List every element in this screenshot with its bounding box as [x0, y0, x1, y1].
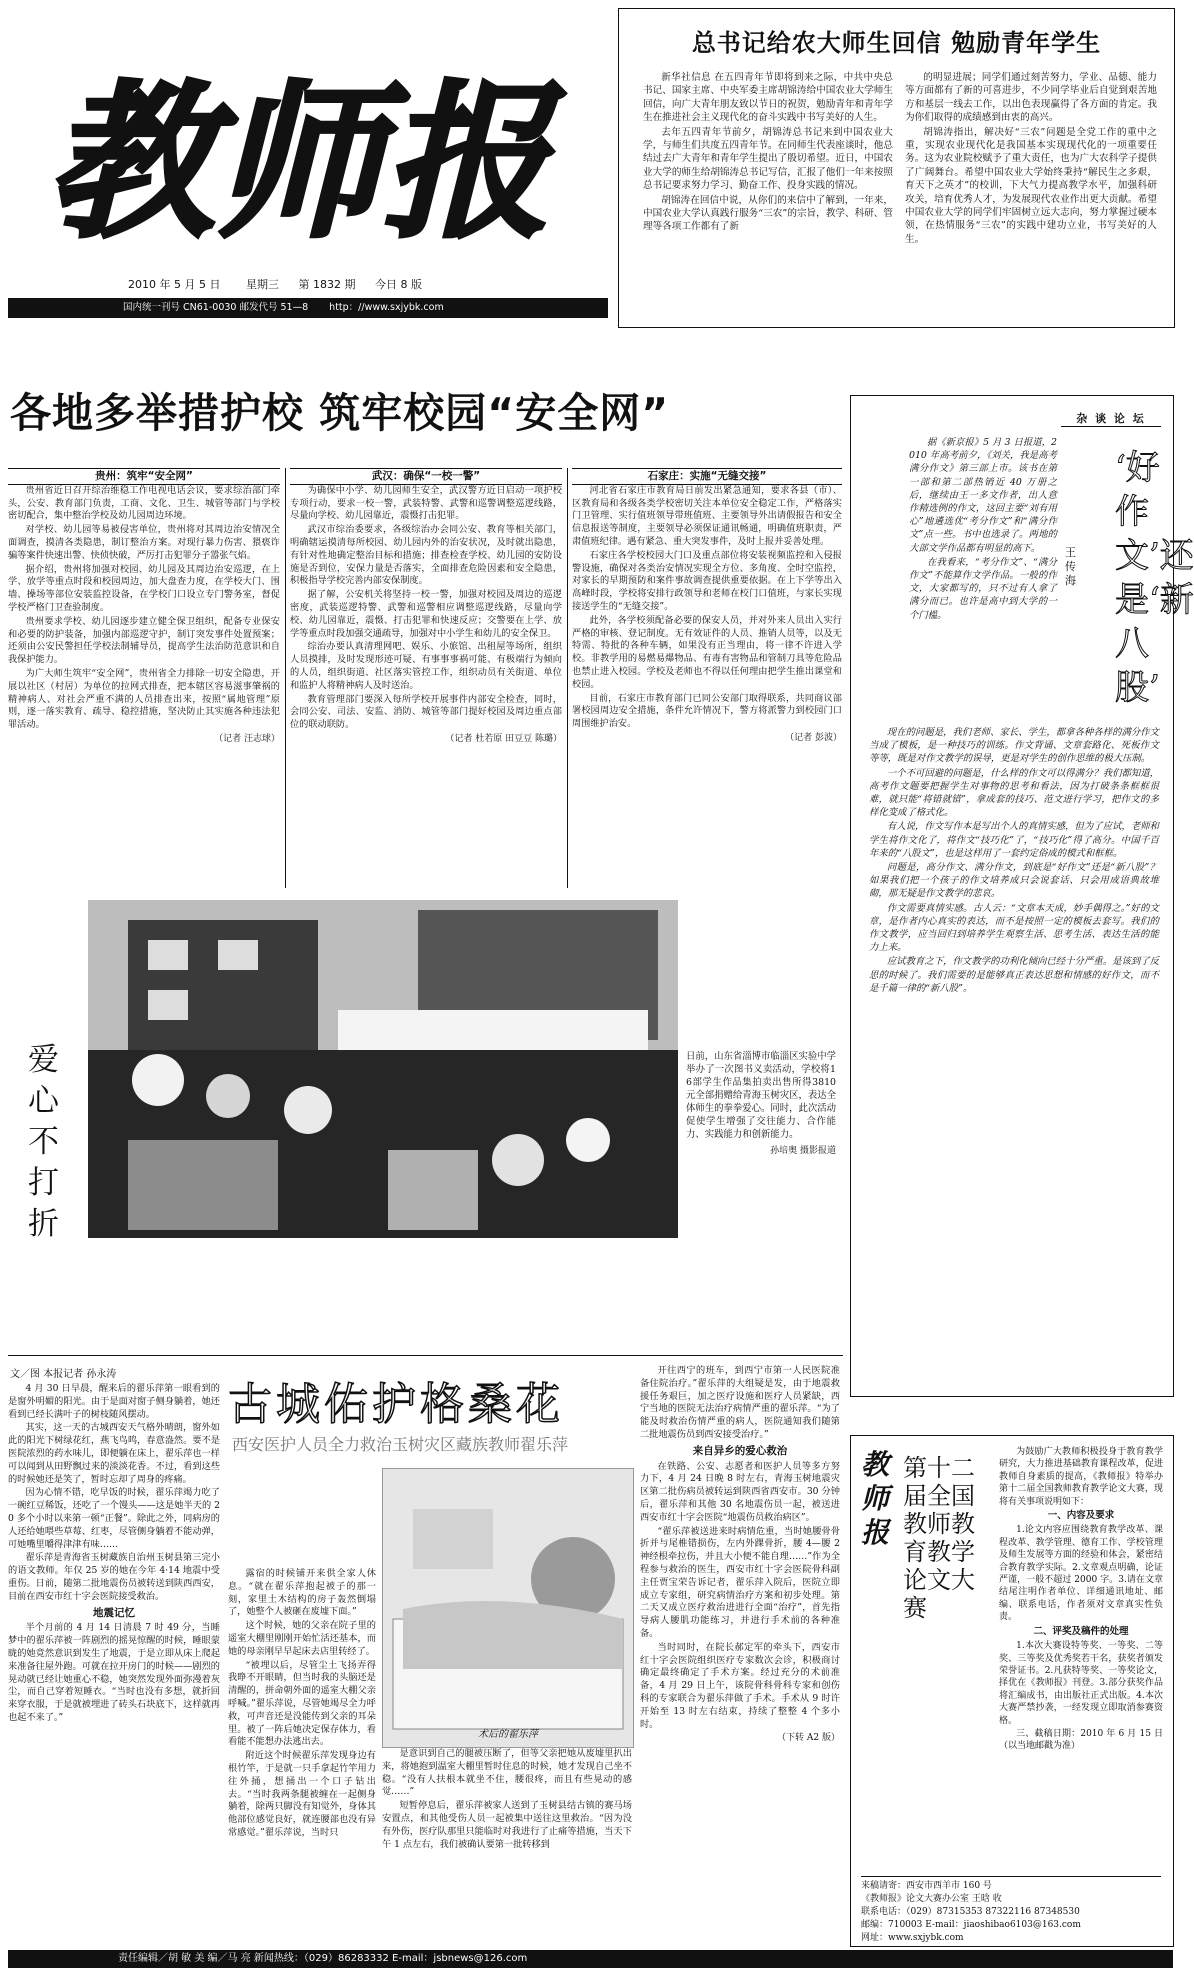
article-para: 对学校、幼儿园等易被侵害单位，贵州将对其周边治安情况全面调查，摸清各类隐患，制订整治方案。对现行暴力伤害、猥亵诈骗等案件快速出警、快侦快破，严厉打击犯罪分子嚣张气焰。: [8, 524, 280, 561]
contest-contact: [861, 1876, 1161, 1945]
article-para: “翟乐萍被送进来时病情危重，当时她腰骨骨折并与尾椎错损伤，左内外踝骨折，腰 4—腰 2 神经根牵拉伤，并且大小便不能自理……”作为全程参与救治的医生，西安市红十字会医院骨科副主任贾宝荣告诉记者，翟乐萍入院后，医院立即成立专家组，研究病情治疗方案和初步处理。第二天又成立医疗救治进进行全面“治疗”，首先指导病人腰肌功能练习，并进行手术前的各种准备。: [640, 1525, 840, 1639]
contest-box: [850, 1435, 1174, 1947]
essay-para: 现在的问题是，我们老师、家长、学生，都拿各种各样的满分作文当成了模板，是一种技巧的训练。作文背诵、文章套路化、死板作文等等，既是对作文教学的误导，更是对学生的创作思维的极大压制。: [869, 727, 1159, 765]
article-para: 石家庄各学校校园大门口及重点部位将安装视频监控和入侵报警设施，确保对各类治安情况实现全方位、多角度、全时空监控，对家长的早期预防和案件事故调查提供重要依据。在上下学等出入高峰时段，学校将安排行政领导和老师在校门口值班，与家长实现接送学生的“无缝交接”。: [572, 549, 842, 612]
article-credit: （记者 汪志球）: [214, 733, 280, 744]
photo-caption: 术后的翟乐萍: [478, 1729, 538, 1740]
oldcity-subhead: 来自异乡的爱心救治: [692, 1444, 788, 1457]
article-para: 此外，各学校须配备必要的保安人员，并对外来人员出入实行严格的审核、登记制度。无有效证件的人员、推销人员等，以及无特需、特批的各种车辆，如果没有正当理由，将一律不许进入学校。非教学用的易燃易爆物品、有毒有害物品和管制刀具等危险品也禁止进入校园。学校及老师也不得以任何理由把学生推出课堂和校园。: [572, 614, 842, 690]
article-title: 武汉：确保“一校一警”: [290, 468, 562, 485]
contest-section: 二、评奖及稿件的处理: [1033, 1625, 1129, 1637]
essay-para: 问题是，高分作文、满分作文，到底是“好作文”还是“新八股”？如果我们把一个孩子的作文培养成只会说套话、只会用成语典故堆砌，那无疑是作文教学的悲哀。: [869, 862, 1159, 900]
love-title: [28, 1040, 78, 1245]
article-para: 据介绍，贵州将加强对校园、幼儿园及其周边治安巡逻，在上学、放学等重点时段和校园周边，加大盘查力度，在学校大门、围墙、操场等部位安装监控设备，在学校门口设立专门警务室，督促学校严格门卫查验制度。: [8, 563, 280, 613]
article-para: 在铁路、公安、志愿者和医护人员等多方努力下，4 月 24 日晚 8 时左右，青海玉树地震灾区第二批伤病员被转运到陕西省西安市。30 分钟后，翟乐萍和其他 30 名地震伤员一起，被送进西安市红十字会医院“地震伤员救治病区”。: [640, 1460, 840, 1523]
photo-graphic: [88, 900, 678, 1238]
contest-brand: 教师报: [861, 1448, 890, 1549]
article-credit: （记者 杜若原 田豆豆 陈璐）: [445, 733, 562, 744]
oldcity-col-1: [8, 1383, 220, 1943]
lead-col-1: [643, 71, 893, 235]
website-url[interactable]: http：//www.sxjybk.com: [329, 302, 444, 313]
oldcity-col-3: [382, 1748, 632, 1938]
contest-title: 第十二届全国教师教育教学论文大赛: [903, 1454, 975, 1622]
contest-deadline: 三、截稿日期：2010 年 6 月 15 日（以当地邮戳为准）: [999, 1728, 1163, 1752]
section-divider: [8, 1355, 843, 1356]
registration-number: 国内统一刊号 CN61-0030 邮发代号 51—8: [123, 302, 309, 313]
contest-website[interactable]: 网址：www.sxjybk.com: [861, 1933, 964, 1943]
article-para: 开往西宁的班车，到西宁市第一人民医院准备住院治疗。”翟乐萍的大组疑是发，由于地震救援任务艰巨，加之医疗设施和医疗人员紧缺，西宁当地的医院无法治疗病情严重的翟乐萍。“为了能及时救治伤情严重的病人，医院通知我们随第二批地震伤员到西安接受治疗。”: [640, 1365, 840, 1440]
oldcity-photo: [382, 1468, 634, 1748]
essay-para: 有人说，作文写作本是写出个人的真情实感，但为了应试，老师和学生将作文化了，将作文“技巧化”了，“技巧化”得了高分。中国千百年来的“八股文”，也是这样用了一套约定俗成的模式和框框。: [869, 821, 1159, 859]
article-para: 半个月前的 4 月 14 日清晨 7 时 49 分，当睡梦中的翟乐萍被一阵剧烈的摇晃惊醒的时候，睡眼蒙眬的她竟然意识到发生了地震，于是立即从床上爬起来准备往屋外跑。可就在拉开房门的时候——剧烈的晃动就已经让她重心不稳，她突然发现外面弥漫着灰尘，而自己穿着短睡衣。“当时也没有多想，就折回来穿衣服，于是就被埋进了砖头石块底下，这样就再也起不来了。”: [8, 1622, 220, 1723]
lead-para: 去年五四青年节前夕，胡锦涛总书记来到中国农业大学，与师生们共度五四青年节。在同师生代表座谈时，他总结过去广大青年和青年学生提出了殷切希望。近日，中国农业大学的师生给胡锦涛总书记写信，汇报了他们一年来按照总书记要求努力学习、勤奋工作、投身实践的情况。: [643, 126, 893, 192]
contest-recipient: 《教师报》论文大赛办公室 王晗 收: [861, 1894, 1002, 1904]
article-guizhou: [8, 468, 280, 888]
article-para: 当时同时，在院长郝定军的牵头下，西安市红十字会医院组织医疗专家数次会诊，积极商讨确定最终确定了手术方案。经过充分的术前准备，4 月 29 日上午，该院骨科骨科专家和创伤科的专家联合为翟乐萍做了手术。手术从 9 时许开始至 13 时左右结束，持续了整整 4 个多小时。: [640, 1641, 840, 1730]
article-para: 是意识到自己的腿被压断了，但等父亲把她从废墟里扒出来，将她抱到温室大棚里暂时住息的时候，她才发现自己坐不稳。“没有人扶根本就坐不住，腰很疼，而且有些晃动的感觉……”: [382, 1748, 632, 1798]
issue-pages: 今日 8 版: [374, 278, 422, 291]
essay-title: ‘好作文’还是‘新八股’: [1115, 448, 1194, 708]
love-credit: 孙培奥 摄影报道: [770, 1146, 836, 1156]
oldcity-col-2: [228, 1568, 376, 1938]
column-divider: [567, 468, 568, 888]
safety-headline: 各地多举措护校 筑牢校园“安全网”: [10, 389, 670, 437]
issue-number: 第 1832 期: [298, 278, 356, 291]
photo-graphic: [383, 1469, 633, 1747]
article-para: 露宿的时候铺开来供全家人休息。“就在翟乐萍抱起被子的那一刻，家里土木结构的房子轰然倒塌了，她整个人被砸在废墟下面。”: [228, 1568, 376, 1618]
masthead-logo: [46, 33, 550, 261]
article-title: 贵州：筑牢“安全网”: [8, 468, 280, 485]
lead-para: 胡锦涛在回信中说，从你们的来信中了解到，一年来，中国农业大学认真践行服务“三农”的宗旨，教学、科研、管理等各项工作都有了新: [643, 194, 893, 233]
oldcity-byline: 文／图 本报记者 孙永涛: [10, 1369, 117, 1380]
article-wuhan: [290, 468, 562, 888]
article-para: 贵州省近日召开综治维稳工作电视电话会议，要求综治部门牵头，公安、教育部门负责，工商、文化、卫生、城管等部门与学校密切配合，集中整治学校及幼儿园周边环境。: [8, 484, 280, 522]
article-para: 综治办要认真清理网吧、娱乐、小旅馆、出租屋等场所，组织人员摸排，及时发现形迹可疑、有事事事祸可能、有极端行为倾向的人员，组织街道、社区落实管控工作，组织动员有关街道、单位和监护人将精神病人及时送治。: [290, 641, 562, 691]
issue-weekday: 星期三: [245, 278, 279, 291]
article-para: “被埋以后，尽管尘土飞扬弄得我睁不开眼睛，但当时我的头脑还是清醒的，拼命朝外面的遥室大棚父亲呼喊。”翟乐萍说，尽管她竭尽全力呼救，可声音还是没能传到父亲的耳朵里。被了一阵后她决定保存体力，看看能不能想办法逃出去。: [228, 1659, 376, 1748]
masthead: [8, 8, 613, 326]
article-para: 因为心情不错，吃早饭的时候，翟乐萍竭力吃了一碗红豆稀饭，还吃了一个馒头——这是她半天的 20 多个小时以来第一顿“正餐”。除此之外，同病房的人还给她喂些草莓、红枣，尽管侧身躺着不能动弹，可她嘴里嚼得津津有味……: [8, 1487, 220, 1550]
masthead-regbar: [8, 298, 608, 318]
contest-body: [999, 1446, 1163, 1754]
masthead-dateline: [128, 276, 598, 292]
column-divider: [285, 468, 286, 888]
contest-phone: 联系电话：（029）87315353 87322116 87348530: [861, 1907, 1080, 1917]
article-para: 这个时候，她的父亲在院子里的遥室大棚里刚刚开始忙活还基本，而她的母亲刚早早起床去店里转经了。: [228, 1620, 376, 1657]
oldcity-title: 古城佑护格桑花: [228, 1379, 564, 1430]
contest-address: 来稿请寄：西安市西羊市 160 号: [861, 1881, 992, 1891]
oldcity-jump: （下转 A2 版）: [777, 1733, 840, 1744]
article-para: 4 月 30 日早晨，醒来后的翟乐萍第一眼看到的是窗外明媚的阳光。由于是面对窗子侧身躺着，她还看到已经长满叶子的树枝随风摆动。: [8, 1383, 220, 1420]
issue-date: 2010 年 5 月 5 日: [128, 278, 221, 291]
essay-para: 一个不可回避的问题是，什么样的作文可以得满分？我们都知道，高考作文题要把握学生对事物的思考和看法，因为打破条条框框很难，就只能“将错就错”，拿成套的技巧、范文进行学习，把作文的多样化变成了格式化。: [869, 767, 1159, 819]
lead-col-2: [905, 71, 1157, 247]
love-caption-text: 日前，山东省淄博市临淄区实验中学举办了一次图书义卖活动，学校将16部学生作品集拍卖出售所得3810元全部捐赠给青海玉树灾区，表达全体师生的拳拳爱心。同时，此次活动促使学生增强了交往能力、合作能力、实践能力和创新能力。: [686, 1051, 837, 1140]
contest-text: 1.本次大赛设特等奖、一等奖、二等奖、三等奖及优秀奖若干名，获奖者颁发荣誉证书。2.凡获特等奖、一等奖论文，择优在《教师报》刊登。3.部分获奖作品将汇编成书，由出版社正式出版。4.本次大赛严禁抄袭，一经发现立即取消参赛资格。: [999, 1641, 1163, 1726]
article-para: 据了解，公安机关将坚持一校一警，加强对校园及周边的巡逻密度，武装巡逻特警、武警和巡警相应调整巡逻线路，尽量向学校、幼儿园靠近，震慑、打击犯罪和快速反应；交警要在上学、放学等重点时段加强交通疏导，加强对中小学生和幼儿的安全保卫。: [290, 589, 562, 639]
oldcity-subtitle: 西安医护人员全力救治玉树灾区藏族教师翟乐萍: [232, 1435, 569, 1454]
article-para: 翟乐萍是青海省玉树藏族自治州玉树县第三完小的语文教师。年仅 25 岁的她在今年 4·14 地震中受重伤。日前，随第二批地震伤员被转送到陕西西安，目前在西安市红十字会医院接受救治。: [8, 1552, 220, 1602]
footer-text: 责任编辑／胡 敏 美 编／马 亮 新闻热线：（029）86283332 E-mail：jsbnews@126.com: [118, 1953, 528, 1964]
article-para: 附近这个时候翟乐萍发现身边有根竹竿，于是就一只手拿起竹竿用力往外捅，想捅出一个口子钻出去。“当时我两条腿被缠在一起侧身躺着，除两只脚没有知觉外，身体其他部位感觉良好，就连腰部也没有异常感觉。”翟乐萍说，当时只: [228, 1750, 376, 1838]
contest-intro: 为鼓励广大教师积极投身于教育教学研究，大力推进基础教育课程改革，促进教师自身素质的提高，《教师报》特举办第十二届全国教师教育教学论文大赛，现将有关事项说明如下：: [999, 1447, 1163, 1507]
article-para: 河北省石家庄市教育局日前发出紧急通知，要求各县（市）、区教育局和各级各类学校密切关注本单位安全稳定工作，严格落实门卫管理、实行值班领导带班值班、主要领导外出请假报告和安全信息报送等制度，主要领导必须保证通讯畅通，明确值班职责，严肃值班纪律。遇有紧急、重大突发事件，及时上报并妥善处理。: [572, 484, 842, 547]
article-para: 目前，石家庄市教育部门已同公安部门取得联系，共同商议部署校园周边安全措施，条件允许情况下，警方将派警力到校园门口周围维护治安。: [572, 692, 842, 730]
lead-story: [618, 8, 1175, 328]
essay-para: 作文需要真情实感。古人云：“文章本天成，妙手偶得之。”好的文章，是作者内心真实的表达，而不是按照一定的模板去套写。我们的作文教学，应当回归到培养学生观察生活、思考生活、表达生活的能力上来。: [869, 902, 1159, 954]
article-shijiazhuang: [572, 468, 842, 888]
article-para: 为广大师生筑牢“安全网”，贵州省全力排除一切安全隐患，开展以社区（村居）为单位的拉网式排查，把本辖区容易滋事肇祸的精神病人、对社会严重不满的人员排查出来，按照“属地管理”原则，逐一落实教育、疏导、稳控措施，坚决防止其实施各种违法犯罪活动。: [8, 667, 280, 731]
article-para: 教育管理部门要深入每所学校开展事件内部安全检查，同时，会同公安、司法、安监、消防、城管等部门提好校园及周边重点部位的联动联防。: [290, 693, 562, 731]
article-para: 其实，这一天的古城西安天气格外晴朗，窗外如此的阳光下树绿花红，燕飞鸟鸣，春意盎然。要不是医院浓烈的药水味儿，即便躺在床上，翟乐萍也一样可以闻到从田野飘过来的淡淡花香。不过，看到这些的时候她还是笑了，暂时忘却了周身的疼痛。: [8, 1422, 220, 1485]
essay-author: 王传海: [1065, 546, 1076, 587]
essay-body: [909, 436, 1057, 623]
lead-para: 的明显进展；同学们通过刻苦努力，学业、品德、能力等方面都有了新的可喜进步，不少同学毕业后自觉到艰苦地方和基层一线去工作，以出色表现赢得了各方面的肯定。我为你们取得的成绩感到由衷的高兴。: [905, 72, 1157, 124]
contest-text: 1.论文内容应围绕教育教学改革、课程改革、教学管理、德育工作、学校管理及师生发展等方面的经验和体会，紧密结合教育教学实际。2.文章观点明确，论证严谨，一般不超过 2000 字。3.请在文章结尾注明作者单位、详细通讯地址、邮编、联系电话，作者须对文章真实性负责。: [999, 1525, 1163, 1623]
essay-para: 在我看来，“考分作文”、“满分作文”不能算作文学作品。一般的作文，大家都写的，只不过有人拿了满分而已。也许是高中到大学的一个门槛。: [909, 556, 1057, 621]
essay-header: 杂 谈 论 坛: [1061, 410, 1161, 427]
oldcity-subhead: 地震记忆: [93, 1606, 135, 1619]
article-credit: （记者 彭波）: [785, 732, 842, 743]
footer-bar: [8, 1950, 1173, 1968]
essay-para: 应试教育之下，作文教学的功利化倾向已经十分严重。是该到了反思的时候了。我们需要的是能够真正表达思想和情感的好作文，而不是千篇一律的“新八股”。: [869, 956, 1159, 994]
article-para: 武汉市综治委要求，各级综治办会同公安、教育等相关部门，明确辖运摸清每所校园、幼儿园内外的治安状况，及时就出隐患，有针对性地确定整治目标和措施；排查检查学校、幼儿园的安防设施是否到位，安保力量是否落实，全面排查危险因素和安全隐患，积极指导学校完善内部安保制度。: [290, 524, 562, 587]
love-photo: [88, 900, 678, 1238]
love-title-text: 爱心不打折: [28, 1042, 59, 1242]
svg-text:教师报: 教师报: [46, 63, 550, 261]
article-para: 短暂停息后，翟乐萍被家人送到了玉树县结古镇的赛马场安置点，和其他受伤人员一起被集中送往这里救治。“因为没有外伤，医疗队那里只能临时对我进行了止痛等措施，当天下午 1 点左右，我们被确认要第一批转移到: [382, 1800, 632, 1850]
article-para: 为确保中小学、幼儿园师生安全，武汉警方近日启动一项护校专项行动，要求一校一警，武装特警、武警和巡警调整巡逻线路，尽量向学校、幼儿园靠近，震慑打击犯罪。: [290, 484, 562, 522]
article-title: 石家庄：实施“无缝交接”: [572, 468, 842, 485]
essay-box: [850, 395, 1194, 1397]
essay-body-lower: [869, 726, 1159, 996]
contest-email[interactable]: 邮编：710003 E-mail：jiaoshibao6103@163.com: [861, 1920, 1081, 1930]
oldcity-col-4: [640, 1365, 840, 1943]
lead-para: 新华社信息 在五四青年节即将到来之际，中共中央总书记、国家主席、中央军委主席胡锦涛给中国农业大学师生回信，向广大青年朋友致以节日的祝贺，勉励青年和青年学生在推进社会主义现代化的奋斗实践中书写美好的人生。: [643, 72, 893, 124]
lead-para: 胡锦涛指出，解决好“三农”问题是全党工作的重中之重，实现农业现代化是我国基本实现现代化的一项重要任务。这为农业院校赋予了重大责任，也为广大农科学子提供了广阔舞台。希望中国农业大学始终秉持“解民生之多艰，育天下之英才”的校训，下大气力提高教学水平，加强科研攻关，培育优秀人才，为发展现代农业作出更大贡献。希望中国农业大学的同学们牢固树立远大志向，努力掌握过硬本领，在热情服务“三农”的实践中建功立业，书写美好的人生。: [905, 126, 1157, 245]
essay-para: 据《新京报》5 月 3 日报道，2010 年高考前夕，《刘关，我是高考满分作文》第三部上市。该书在第一部和第二部热销近 40 万册之后，继续由王一多文作者，出人意作精选例的作文，这回主要“刘有用心”地遴选优“考分作文”和“满分作文”点一些。书中也选录了。两地的大部文学作品都有明显的高下。: [909, 437, 1057, 554]
article-para: 贵州要求学校、幼儿园逐步建立健全保卫组织，配备专业保安和必要的防护装备，加强内部巡逻守护，制订突发事件处置预案；还须由公安民警担任学校法制辅导员，提高学生法治防范意识和自我保护能力。: [8, 615, 280, 666]
love-caption: [686, 1050, 836, 1158]
contest-section: 一、内容及要求: [1047, 1510, 1115, 1522]
lead-headline: 总书记给农大师生回信 勉励青年学生: [691, 29, 1102, 57]
